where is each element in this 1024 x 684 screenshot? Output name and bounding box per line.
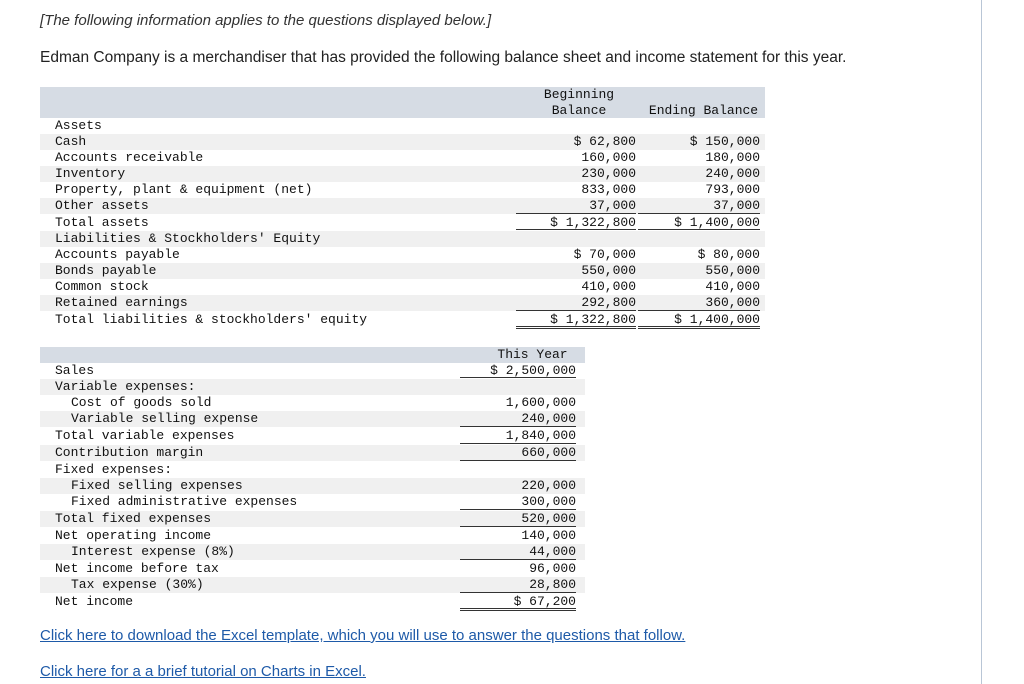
end-value: $ 150,000	[689, 134, 760, 149]
is-row	[40, 445, 585, 461]
page-right-border	[981, 0, 982, 684]
this-year-value: 96,000	[529, 561, 576, 576]
bs-row	[40, 166, 765, 182]
bs-row	[40, 198, 765, 214]
this-year-value: 44,000	[460, 544, 576, 560]
end-value: $ 1,400,000	[638, 312, 760, 329]
end-value: 550,000	[705, 263, 760, 278]
row-label: Inventory	[55, 166, 126, 181]
col-ending-header: Ending Balance	[648, 103, 759, 118]
this-year-value: 140,000	[521, 528, 576, 543]
this-year-value: 300,000	[460, 494, 576, 510]
row-label: Accounts payable	[55, 247, 180, 262]
begin-value: $ 1,322,800	[516, 215, 636, 232]
end-value: 793,000	[705, 182, 760, 197]
balance-sheet-table	[40, 87, 765, 332]
col-this-year-header: This Year	[497, 347, 568, 362]
row-label: Retained earnings	[55, 295, 188, 310]
is-row	[40, 577, 585, 593]
end-value: 240,000	[705, 166, 760, 181]
begin-value: 292,800	[516, 295, 636, 311]
is-row	[40, 511, 585, 527]
bs-row	[40, 182, 765, 198]
this-year-value: 1,600,000	[505, 395, 576, 410]
is-row-total	[40, 594, 585, 610]
row-label: Net operating income	[55, 528, 212, 543]
row-label: Contribution margin	[55, 445, 204, 460]
this-year-value: $ 2,500,000	[460, 363, 576, 380]
row-label: Interest expense (8%)	[71, 544, 235, 559]
begin-value: 833,000	[581, 182, 636, 197]
row-label: Variable selling expense	[71, 411, 259, 426]
excel-template-link[interactable]: Click here to download the Excel template, which you will use to answer the questions that follow.	[40, 627, 686, 644]
bs-row	[40, 295, 765, 311]
row-label: Variable expenses:	[55, 379, 196, 394]
bs-row-total	[40, 312, 765, 328]
row-label: Assets	[55, 118, 102, 133]
this-year-value: 660,000	[460, 445, 576, 461]
row-label: Net income	[55, 594, 134, 609]
begin-value: 37,000	[516, 198, 636, 214]
bs-row	[40, 279, 765, 295]
row-label: Other assets	[55, 198, 149, 213]
end-value: $ 80,000	[697, 247, 760, 262]
is-row	[40, 544, 585, 560]
col-beginning-header	[527, 87, 631, 119]
col-beginning-line2: Balance	[551, 103, 607, 118]
row-label: Liabilities & Stockholders' Equity	[55, 231, 321, 246]
bs-row-total	[40, 215, 765, 231]
is-row	[40, 379, 585, 395]
row-label: Sales	[55, 363, 95, 378]
this-year-value: 520,000	[460, 511, 576, 527]
row-label: Tax expense (30%)	[71, 577, 204, 592]
instructions-note: [The following information applies to the questions displayed below.]	[40, 12, 492, 29]
bs-row	[40, 263, 765, 279]
bs-row	[40, 247, 765, 263]
row-label: Fixed administrative expenses	[71, 494, 298, 509]
row-label: Fixed expenses:	[55, 462, 173, 477]
is-row	[40, 395, 585, 411]
is-row	[40, 478, 585, 494]
intro-text: Edman Company is a merchandiser that has provided the following balance sheet and income statement for this year.	[40, 49, 847, 66]
bs-row	[40, 118, 765, 134]
begin-value: $ 62,800	[573, 134, 636, 149]
is-row	[40, 528, 585, 544]
is-row	[40, 428, 585, 444]
row-label: Cost of goods sold	[71, 395, 212, 410]
end-value: 410,000	[705, 279, 760, 294]
is-row	[40, 561, 585, 577]
charts-tutorial-link[interactable]: Click here for a a brief tutorial on Charts in Excel.	[40, 663, 366, 680]
end-value: $ 1,400,000	[638, 215, 760, 232]
row-label: Property, plant & equipment (net)	[55, 182, 313, 197]
is-row	[40, 494, 585, 510]
this-year-value: 1,840,000	[460, 428, 576, 444]
this-year-value: 28,800	[460, 577, 576, 593]
this-year-value: $ 67,200	[460, 594, 576, 611]
income-statement-table	[40, 347, 585, 612]
row-label: Fixed selling expenses	[71, 478, 243, 493]
row-label: Accounts receivable	[55, 150, 204, 165]
end-value: 360,000	[638, 295, 760, 311]
is-row	[40, 462, 585, 478]
row-label: Bonds payable	[55, 263, 157, 278]
end-value: 180,000	[705, 150, 760, 165]
begin-value: $ 1,322,800	[516, 312, 636, 329]
bs-row	[40, 150, 765, 166]
row-label: Net income before tax	[55, 561, 219, 576]
begin-value: 230,000	[581, 166, 636, 181]
col-beginning-line1: Beginning	[543, 87, 615, 102]
row-label: Total assets	[55, 215, 149, 230]
row-label: Cash	[55, 134, 87, 149]
bs-row	[40, 231, 765, 247]
is-row	[40, 363, 585, 379]
begin-value: 410,000	[581, 279, 636, 294]
bs-row	[40, 134, 765, 150]
row-label: Total liabilities & stockholders' equity	[55, 312, 368, 327]
begin-value: $ 70,000	[573, 247, 636, 262]
row-label: Common stock	[55, 279, 149, 294]
end-value: 37,000	[638, 198, 760, 214]
begin-value: 550,000	[581, 263, 636, 278]
this-year-value: 240,000	[460, 411, 576, 427]
this-year-value: 220,000	[521, 478, 576, 493]
is-row	[40, 411, 585, 427]
row-label: Total fixed expenses	[55, 511, 212, 526]
row-label: Total variable expenses	[55, 428, 235, 443]
begin-value: 160,000	[581, 150, 636, 165]
